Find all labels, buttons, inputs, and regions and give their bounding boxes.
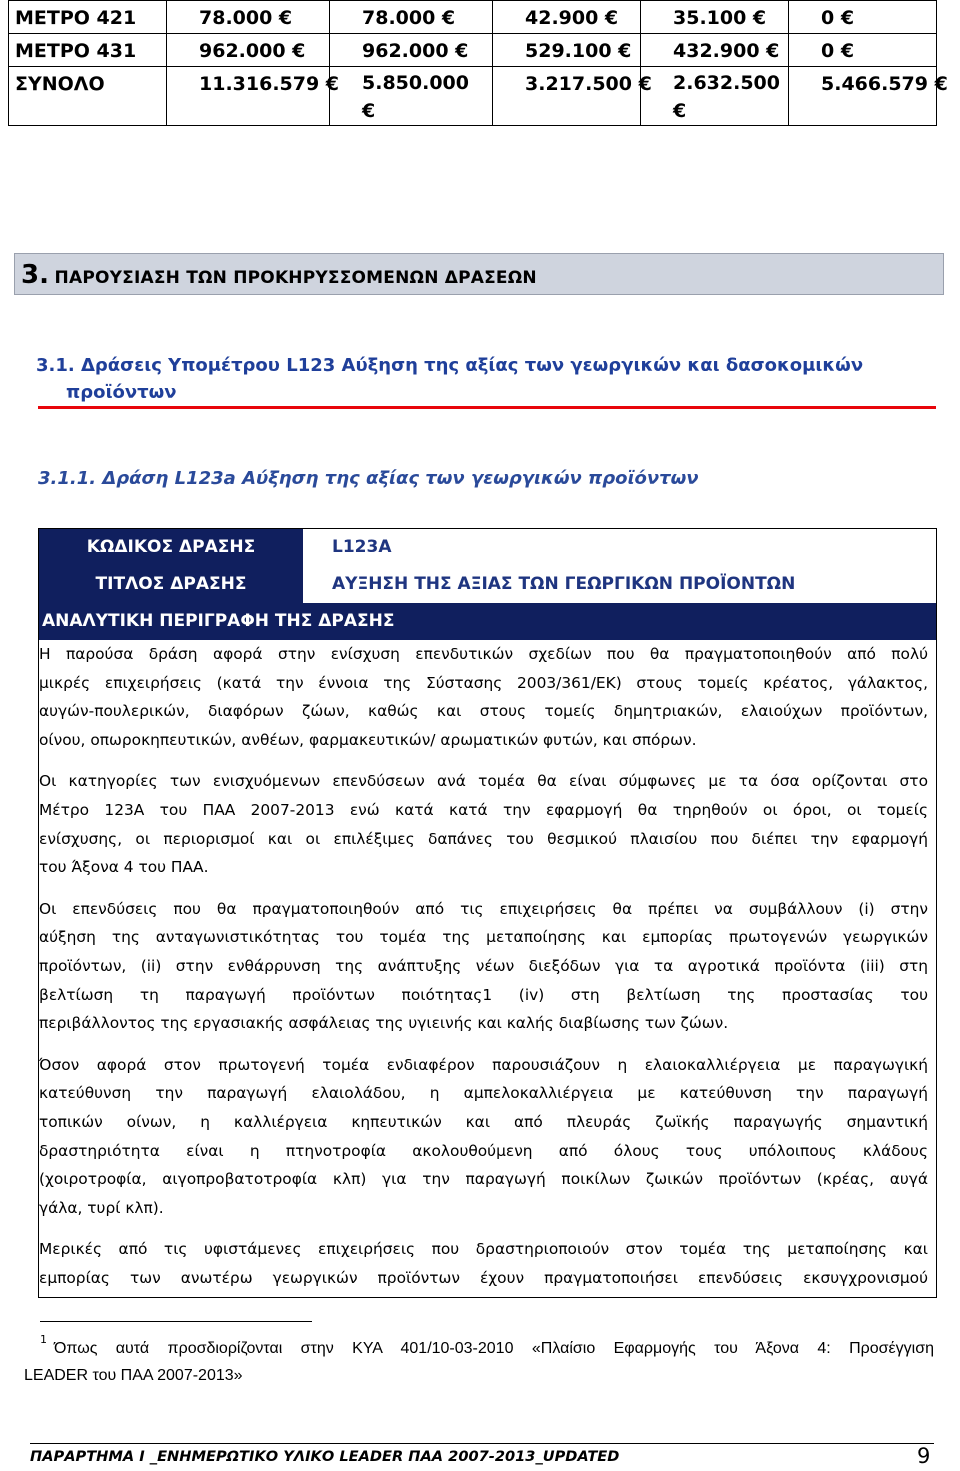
heading-underline [38,406,936,409]
table-cell: ΣΥΝΟΛΟ [9,67,167,126]
table-cell: 432.900 € [641,34,789,67]
table-cell: 35.100 € [641,1,789,34]
action-description-label: ΑΝΑΛΥΤΙΚΗ ΠΕΡΙΓΡΑΦΗ ΤΗΣ ΔΡΑΣΗΣ [39,603,936,640]
table-row [9,1,937,34]
page-footer: ΠΑΡΑΡΤΗΜΑ Ι _ΕΝΗΜΕΡΩΤΙΚΟ ΥΛΙΚΟ LEADER ΠΑΑ 2007-2013_UPDATED [30,1448,620,1465]
table-cell: 3.217.500 € [493,67,641,126]
text-line: Η παρούσα δράση αφορά στην ενίσχυση επενδυτικών σχεδίων που θα πραγματοποιηθούν από πολύ [39,645,928,663]
table-cell: 11.316.579 € [167,67,330,126]
text-line: αύξηση της ανταγωνιστικότητας του τομέα της μεταποίησης και εμπορίας πρωτογενών γεωργικών [39,928,928,947]
table-cell: 42.900 € [493,1,641,34]
table-cell: ΜΕΤΡΟ 421 [9,1,167,34]
text-line: μικρές επιχειρήσεις (κατά την έννοια της Σύστασης 2003/361/ΕΚ) στους τομείς κρέατος, γάλακτος, [39,673,928,692]
text-line: Μέτρο 123Α του ΠΑΑ 2007-2013 ενώ κατά κατά την εφαρμογή θα τηρηθούν οι όροι, οι τομείς [39,800,928,819]
text-line: Όσον αφορά στον πρωτογενή τομέα ενδιαφέρον παρουσιάζουν η ελαιοκαλλιέργεια με παραγωγική [39,1055,928,1074]
text-line: εμπορίας των ανωτέρω γεωργικών προϊόντων έχουν πραγματοποιήσει επενδύσεις εκσυγχρονισμού [39,1268,928,1287]
section-3-1-1-heading: 3.1.1. Δράση L123a Αύξηση της αξίας των γεωργικών προϊόντων [38,468,699,489]
table-row-total [9,67,937,126]
table-cell: ΜΕΤΡΟ 431 [9,34,167,67]
action-title-value: ΑΥΞΗΣΗ ΤΗΣ ΑΞΙΑΣ ΤΩΝ ΓΕΩΡΓΙΚΩΝ ΠΡΟΪΟΝΤΩΝ [332,574,796,594]
text-line: βελτίωση τη παραγωγή προϊόντων ποιότητας1 (iv) στη βελτίωση της προστασίας του [39,985,928,1004]
section-number: 3. [21,260,49,290]
text-line: (χοιροτροφία, αιγοπροβατοτροφία κλπ) για την παραγωγή ποικίλων ζωικών προϊόντων (κρέας, αυγά [39,1170,928,1189]
table-cell: 962.000 € [167,34,330,67]
action-title-label: ΤΙΤΛΟΣ ΔΡΑΣΗΣ [39,566,303,603]
text-line: ενίσχυσης, οι περιορισμοί και οι επιλέξιμες δαπάνες του θεσμικού πλαισίου που διέπει την εφαρμογή [39,829,928,848]
paragraph [39,640,928,754]
text-line: Οι κατηγορίες των ενισχυόμενων επενδύσεων ανά τομέα θα είναι σύμφωνες με τα όσα ορίζονται στο [39,772,928,791]
section-title: ΠΑΡΟΥΣΙΑΣΗ ΤΩΝ ΠΡΟΚΗΡΥΣΣΟΜΕΝΩΝ ΔΡΑΣΕΩΝ [54,268,537,288]
table-cell: 5.466.579 € [789,67,937,126]
table-cell: 0 € [789,34,937,67]
text-line: προϊόντων, (ii) στην ενθάρρυνση της ανάπτυξης νέων διεξόδων για τα αγροτικά προϊόντα (iii) στη [39,956,928,975]
text-line: γάλα, τυρί κλπ). [39,1198,164,1217]
footnote-line: LEADER του ΠΑΑ 2007-2013» [24,1367,243,1384]
section-3-1-line1: 3.1. Δράσεις Υπομέτρου L123 Αύξηση της αξίας των γεωργικών και δασοκομικών [36,355,864,376]
section-3-1-heading [36,352,916,406]
table-cell: 0 € [789,1,937,34]
text-line: τοπικών οίνων, η καλλιέργεια κηπευτικών και από πλευράς ζωϊκής παραγωγής σημαντική [39,1112,928,1131]
text-line: περιβάλλοντος της εργασιακής ασφάλειας της υγιεινής και καλής διαβίωσης των ζώων. [39,1014,729,1033]
page-number: 9 [917,1444,931,1468]
table-cell: 78.000 € [330,1,493,34]
table-cell: 529.100 € [493,34,641,67]
table-row [9,34,937,67]
table-cell: 78.000 € [167,1,330,34]
text-line: του Άξονα 4 του ΠΑΑ. [39,858,209,877]
footnote-text [24,1335,934,1389]
footnote-mark: 1 [40,1333,47,1346]
section-3-1-line2: προϊόντων [66,382,177,403]
text-line: Μερικές από τις υφιστάμενες επιχειρήσεις που δραστηριοποιούν στον τομέα της μεταποίησης και [39,1240,928,1259]
budget-table [8,0,948,126]
table-cell: 5.850.000 € [330,67,493,126]
action-description-body [39,640,936,1305]
text-line: κατεύθυνση την παραγωγή ελαιολάδου, η αμπελοκαλλιέργεια με κατεύθυνση την παραγωγή [39,1084,928,1103]
action-box [38,528,937,1298]
footer-rule [30,1443,934,1444]
paragraph [39,1051,928,1223]
text-line: Οι επενδύσεις που θα πραγματοποιηθούν από τις επιχειρήσεις θα πρέπει να συμβάλλουν (i) στην [39,899,928,918]
text-line: οίνου, οπωροκηπευτικών, ανθέων, φαρμακευτικών/ αρωματικών φυτών, και σπόρων. [39,730,697,749]
table-cell: 2.632.500 € [641,67,789,126]
table-cell: 962.000 € [330,34,493,67]
action-code-value: L123A [332,537,392,557]
text-line: αυγών-πουλερικών, διαφόρων ζώων, καθώς και στους τομείς δημητριακών, ελαιούχων προϊόντων, [39,702,928,721]
paragraph [39,895,928,1038]
action-code-label: ΚΩΔΙΚΟΣ ΔΡΑΣΗΣ [39,529,303,566]
paragraph [39,767,928,881]
text-line: δραστηριότητα είναι η πτηνοτροφία ακολουθούμενη από όλους τους υπόλοιπους κλάδους [39,1141,928,1160]
paragraph [39,1235,928,1292]
footnote-line: Όπως αυτά προσδιορίζονται στην ΚΥΑ 401/10-03-2010 «Πλαίσιο Εφαρμογής του Άξονα 4: Προσέγγιση [54,1340,934,1357]
footnote-rule [40,1321,312,1322]
section-3-heading [14,253,944,295]
